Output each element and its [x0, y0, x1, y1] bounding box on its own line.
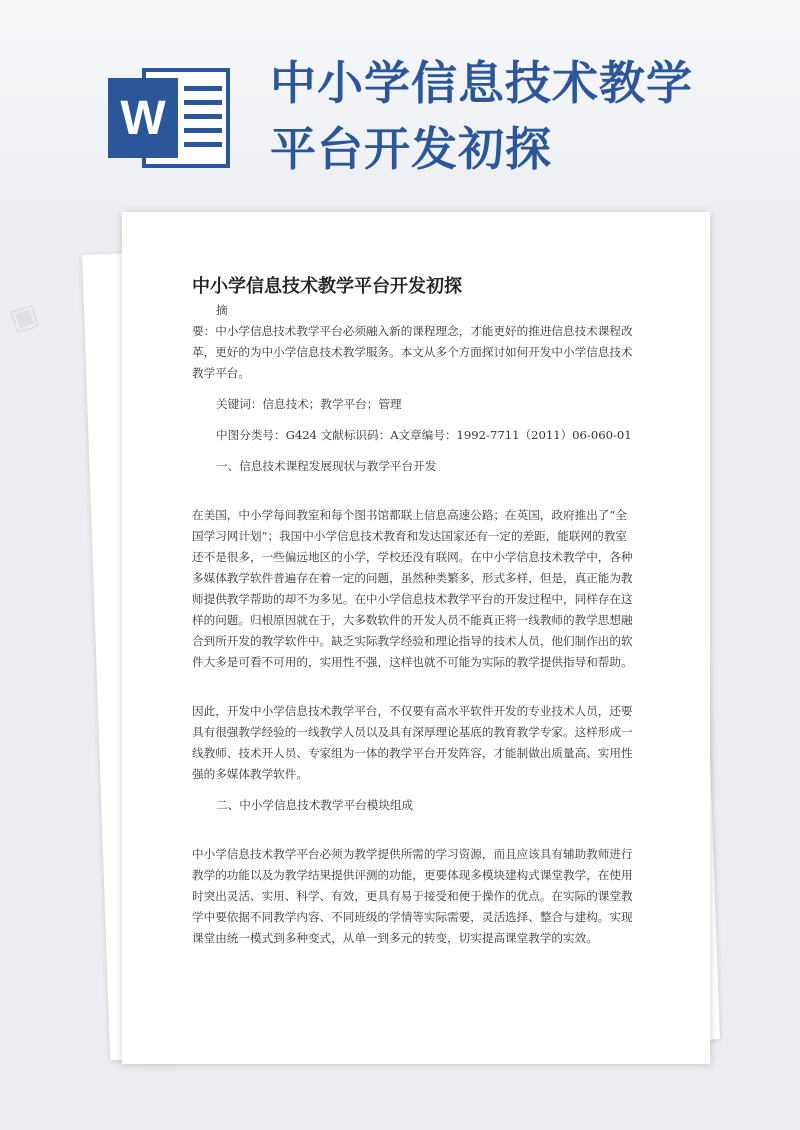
paragraph-1: 在美国，中小学每间教室和每个图书馆都联上信息高速公路；在英国，政府推出了“全国学习网计划”；我国中小学信息技术教育和发达国家还有一定的差距，能联网的教室还不是很多，一些偏远地区的小学，学校还没有联网。在中小学信息技术教学中，各种多媒体教学软件普遍存在着一定的问题，虽然种类繁多，形式多样，但是，真正能为教师提供教学帮助的却不为多见。在中小学信息技术教学平台的开发过程中，同样存在这样的问题。归根原因就在于，大多数软件的开发人员不能真正将一线教师的教学思想融合到所开发的教学软件中。缺乏实际教学经验和理论指导的技术人员，他们制作出的软件大多是可看不可用的，实用性不强，这样也就不可能为实际的教学提供指导和帮助。 [192, 508, 633, 669]
word-letter-tile: W [108, 78, 178, 158]
document-body [192, 274, 636, 949]
document-page [122, 212, 710, 1064]
watermark: ▣ [5, 296, 44, 339]
paragraph-2: 因此，开发中小学信息技术教学平台，不仅要有高水平软件开发的专业技术人员，还要具有很强教学经验的一线教学人员以及具有深厚理论基底的教育教学专家。这样形成一线教师、技术开人员、专家组为一体的教学平台开发阵容，才能制做出质量高、实用性强的多媒体教学软件。 [192, 704, 633, 781]
section-heading-1: 一、信息技术课程发展现状与教学平台开发 [216, 459, 437, 473]
document-title: 中小学信息技术教学平台开发初探 [192, 276, 462, 297]
abstract-text: 要：中小学信息技术教学平台必须融入新的课程理念，才能更好的推进信息技术课程改革，更好的为中小学信息技术教学服务。本文从多个方面探讨如何开发中小学信息技术教学平台。 [192, 324, 633, 380]
keywords: 关键词：信息技术；教学平台；管理 [216, 397, 402, 411]
classification-info: 中图分类号：G424 文献标识码：A文章编号：1992-7711（2011）06-060-01 [216, 428, 632, 442]
word-document-icon [108, 62, 230, 172]
banner-title: 中小学信息技术教学平台开发初探 [270, 56, 693, 176]
section-heading-2: 二、中小学信息技术教学平台模块组成 [216, 798, 414, 812]
paragraph-3: 中小学信息技术教学平台必须为教学提供所需的学习资源，而且应该具有辅助教师进行教学的功能以及为教学结果提供评测的功能，更要体现多模块建构式课堂教学，在使用时突出灵活、实用、科学、有效，更具有易于接受和便于操作的优点。在实际的课堂教学中要依据不同教学内容、不同班级的学情等实际需要，灵活选择、整合与建构。实现课堂由统一模式到多种变式，从单一到多元的转变，切实提高课堂教学的实效。 [192, 847, 633, 945]
abstract-label: 摘 [216, 303, 228, 317]
